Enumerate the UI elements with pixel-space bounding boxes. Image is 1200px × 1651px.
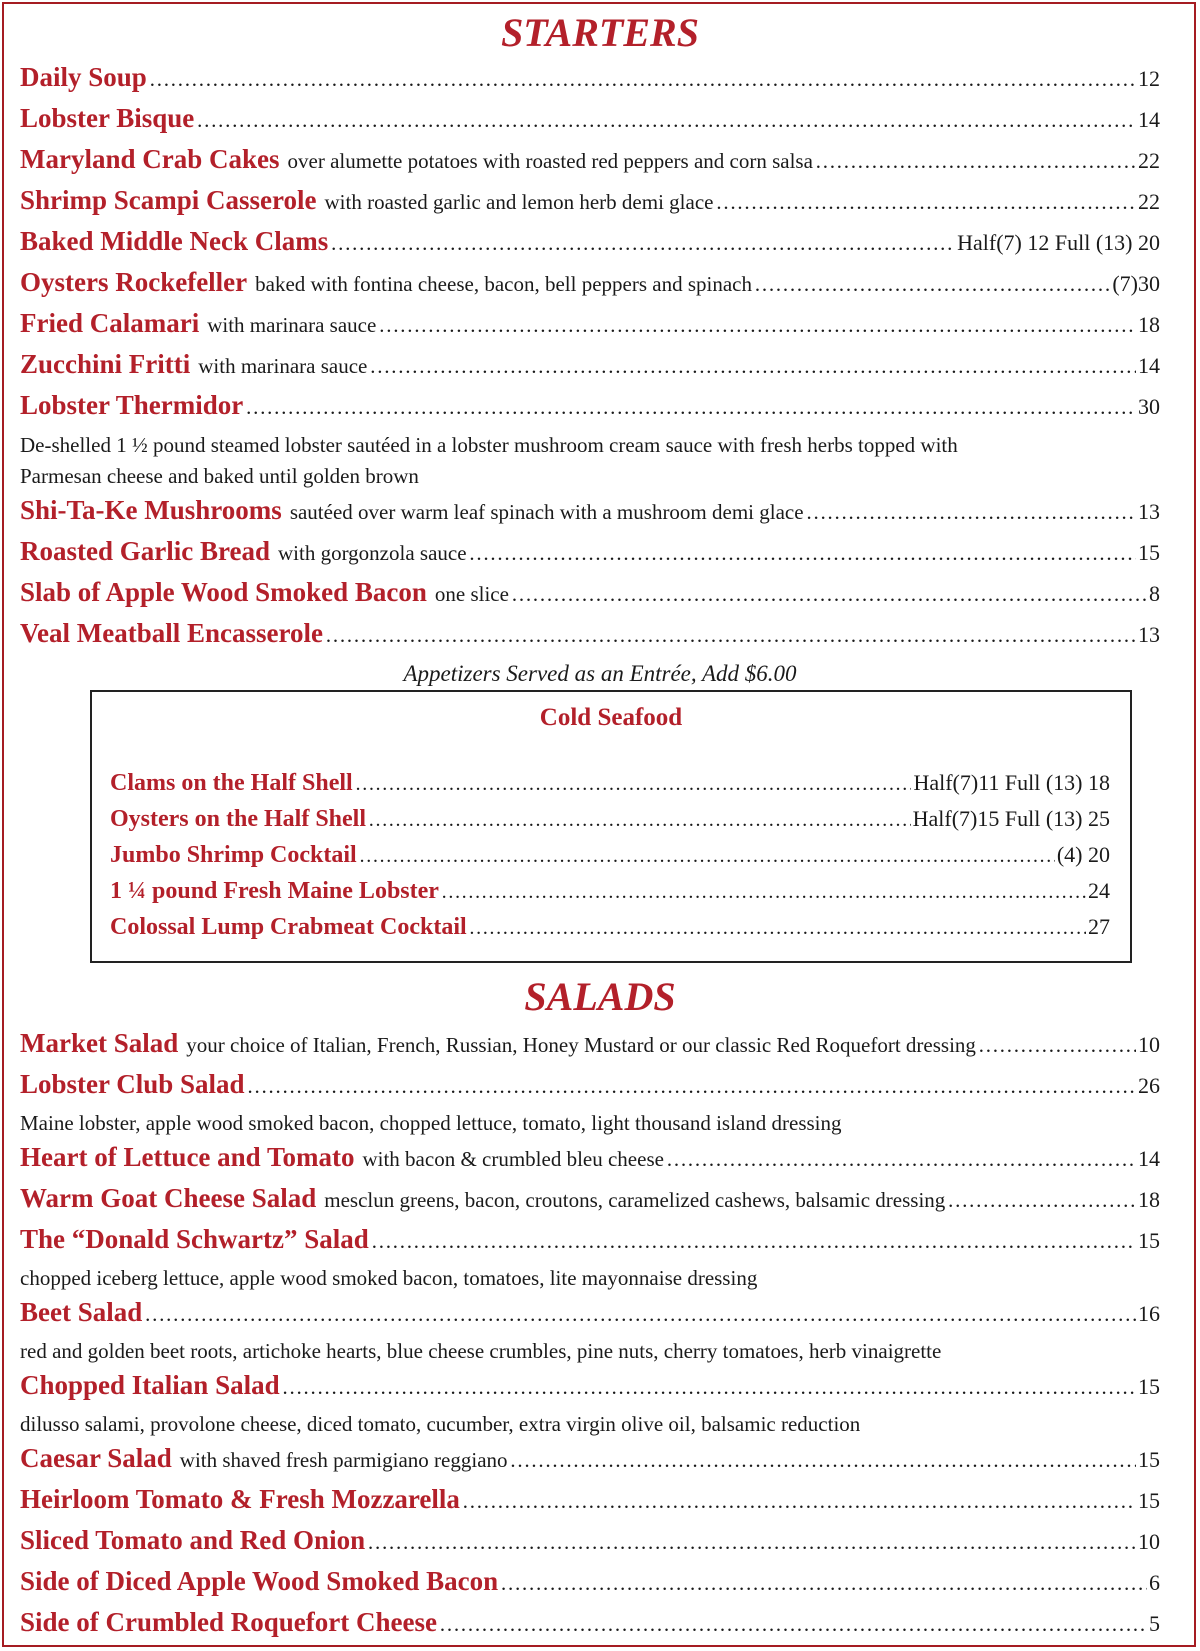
item-name: 1 ¼ pound Fresh Maine Lobster [110, 878, 439, 904]
dot-leader [371, 1229, 1136, 1254]
menu-item [20, 1183, 1160, 1223]
item-name: Oysters on the Half Shell [110, 806, 366, 832]
item-description: with gorgonzola sauce [277, 541, 467, 565]
dot-leader [754, 272, 1110, 297]
item-name: Side of Crumbled Roquefort Cheese [20, 1607, 437, 1637]
item-price: 15 [1138, 1488, 1160, 1513]
item-name: Lobster Bisque [20, 103, 195, 133]
dot-leader [196, 108, 1136, 133]
starters-heading: STARTERS [501, 10, 699, 55]
item-name: Veal Meatball Encasserole [20, 618, 323, 648]
item-price: 13 [1138, 622, 1160, 647]
menu-item [20, 144, 1160, 184]
item-price: 14 [1138, 107, 1160, 132]
item-price: 18 [1138, 1187, 1160, 1212]
item-price: 10 [1138, 1032, 1160, 1057]
item-price: 12 [1138, 66, 1160, 91]
item-name: Colossal Lump Crabmeat Cocktail [110, 914, 467, 940]
item-description: with shaved fresh parmigiano reggiano [179, 1448, 508, 1472]
dot-leader [978, 1033, 1136, 1058]
menu-item [20, 1607, 1160, 1647]
menu-item [20, 103, 1160, 143]
dot-leader [510, 1448, 1136, 1473]
item-price: (7)30 [1112, 271, 1160, 296]
item-name: Daily Soup [20, 62, 147, 92]
item-price: 22 [1138, 189, 1160, 214]
item-name: Oysters Rockefeller [20, 267, 248, 297]
dot-leader [282, 1375, 1136, 1400]
dot-leader [325, 623, 1136, 648]
dot-leader [469, 541, 1136, 566]
item-description: baked with fontina cheese, bacon, bell peppers and spinach [255, 272, 752, 296]
dot-leader [144, 1302, 1136, 1327]
item-name: Lobster Thermidor [20, 390, 244, 420]
item-description: red and golden beet roots, artichoke hearts, blue cheese crumbles, pine nuts, cherry tomatoes, herb vinaigrette [20, 1339, 942, 1363]
menu-item [20, 267, 1160, 307]
item-price: (4) 20 [1056, 842, 1110, 867]
item-price: 30 [1138, 394, 1160, 419]
menu-item [20, 1484, 1160, 1524]
menu-item [20, 1224, 1160, 1264]
item-name: Slab of Apple Wood Smoked Bacon [20, 577, 427, 607]
item-name: Shi-Ta-Ke Mushrooms [20, 495, 282, 525]
item-name: Sliced Tomato and Red Onion [20, 1525, 366, 1555]
menu-item [20, 390, 1160, 430]
menu-item [20, 349, 1160, 389]
dot-leader [666, 1147, 1136, 1172]
item-price: 8 [1149, 581, 1160, 606]
dot-leader [378, 313, 1136, 338]
item-name: Zucchini Fritti [20, 349, 191, 379]
dot-leader [947, 1188, 1136, 1213]
item-price: 5 [1149, 1611, 1160, 1636]
item-description: your choice of Italian, French, Russian, Honey Mustard or our classic Red Roquefort dressing [186, 1033, 976, 1057]
menu-item [20, 577, 1160, 617]
item-price: 13 [1138, 499, 1160, 524]
item-price: 10 [1138, 1529, 1160, 1554]
menu-item [20, 62, 1160, 102]
dot-leader [330, 231, 955, 256]
item-price: Half(7) 12 Full (13) 20 [957, 230, 1160, 255]
item-price: Half(7)11 Full (13) 18 [913, 770, 1110, 795]
item-description: mesclun greens, bacon, croutons, caramelized cashews, balsamic dressing [324, 1188, 946, 1212]
item-description: with marinara sauce [207, 313, 377, 337]
salads-heading: SALADS [524, 974, 676, 1019]
menu-item [20, 1297, 1160, 1337]
menu-item [20, 1028, 1160, 1068]
item-price: 27 [1088, 914, 1110, 939]
item-price: 15 [1138, 540, 1160, 565]
item-name: Chopped Italian Salad [20, 1370, 280, 1400]
cold-seafood-title: Cold Seafood [539, 704, 683, 731]
item-name: Jumbo Shrimp Cocktail [110, 842, 357, 868]
menu-item [20, 1142, 1160, 1182]
item-name: Baked Middle Neck Clams [20, 226, 329, 256]
seafood-item [110, 914, 1110, 948]
dot-leader [462, 1489, 1136, 1514]
dot-leader [815, 149, 1136, 174]
item-description: with bacon & crumbled bleu cheese [362, 1147, 664, 1171]
menu-item [20, 1566, 1160, 1606]
item-description: Parmesan cheese and baked until golden brown [20, 464, 419, 488]
dot-leader [806, 500, 1136, 525]
menu-item [20, 1069, 1160, 1109]
dot-leader [469, 917, 1086, 940]
item-description: dilusso salami, provolone cheese, diced tomato, cucumber, extra virgin olive oil, balsamic reduction [20, 1412, 861, 1436]
item-name: Maryland Crab Cakes [20, 144, 280, 174]
menu-item [20, 226, 1160, 266]
item-price: 18 [1138, 312, 1160, 337]
seafood-item [110, 878, 1110, 912]
menu-item [20, 536, 1160, 576]
item-name: Caesar Salad [20, 1443, 172, 1473]
item-name: Heart of Lettuce and Tomato [20, 1142, 355, 1172]
seafood-item [110, 770, 1110, 804]
menu-item [20, 495, 1160, 535]
item-description: over alumette potatoes with roasted red peppers and corn salsa [287, 149, 813, 173]
menu-item [20, 185, 1160, 225]
item-name: Market Salad [20, 1028, 179, 1058]
item-name: Clams on the Half Shell [110, 770, 353, 796]
item-description: with roasted garlic and lemon herb demi glace [324, 190, 714, 214]
menu-item [20, 1443, 1160, 1483]
item-name: Side of Diced Apple Wood Smoked Bacon [20, 1566, 499, 1596]
item-description: De-shelled 1 ½ pound steamed lobster sautéed in a lobster mushroom cream sauce with fresh herbs topped with [20, 433, 958, 457]
entree-note: Appetizers Served as an Entrée, Add $6.00 [403, 661, 797, 686]
dot-leader [355, 773, 912, 796]
item-name: Warm Goat Cheese Salad [20, 1183, 317, 1213]
dot-leader [369, 354, 1136, 379]
cold-seafood-box [90, 690, 1132, 963]
seafood-item [110, 842, 1110, 876]
menu-item [20, 1370, 1160, 1410]
item-price: 6 [1149, 1570, 1160, 1595]
dot-leader [715, 190, 1136, 215]
item-name: Heirloom Tomato & Fresh Mozzarella [20, 1484, 460, 1514]
dot-leader [367, 1530, 1136, 1555]
dot-leader [441, 881, 1086, 904]
item-price: 14 [1138, 1146, 1160, 1171]
menu-item [20, 618, 1160, 658]
item-price: 14 [1138, 353, 1160, 378]
item-description: with marinara sauce [198, 354, 368, 378]
item-name: Roasted Garlic Bread [20, 536, 270, 566]
item-description: Maine lobster, apple wood smoked bacon, chopped lettuce, tomato, light thousand island dressing [20, 1111, 842, 1135]
item-price: 15 [1138, 1228, 1160, 1253]
item-description: sautéed over warm leaf spinach with a mushroom demi glace [289, 500, 804, 524]
dot-leader [149, 67, 1136, 92]
dot-leader [245, 395, 1136, 420]
item-price: 22 [1138, 148, 1160, 173]
dot-leader [368, 809, 911, 832]
item-price: 24 [1088, 878, 1110, 903]
item-price: 26 [1138, 1073, 1160, 1098]
dot-leader [247, 1074, 1136, 1099]
item-price: Half(7)15 Full (13) 25 [912, 806, 1110, 831]
item-description: one slice [434, 582, 509, 606]
menu-item [20, 308, 1160, 348]
item-name: Shrimp Scampi Casserole [20, 185, 317, 215]
item-name: Lobster Club Salad [20, 1069, 245, 1099]
dot-leader [439, 1612, 1147, 1637]
dot-leader [359, 845, 1055, 868]
dot-leader [500, 1571, 1147, 1596]
seafood-item [110, 806, 1110, 840]
dot-leader [511, 582, 1147, 607]
item-price: 16 [1138, 1301, 1160, 1326]
item-name: Fried Calamari [20, 308, 200, 338]
item-name: Beet Salad [20, 1297, 143, 1327]
item-description: chopped iceberg lettuce, apple wood smoked bacon, tomatoes, lite mayonnaise dressing [20, 1266, 758, 1290]
item-price: 15 [1138, 1447, 1160, 1472]
menu-item [20, 1525, 1160, 1565]
item-price: 15 [1138, 1374, 1160, 1399]
item-name: The “Donald Schwartz” Salad [20, 1224, 369, 1254]
